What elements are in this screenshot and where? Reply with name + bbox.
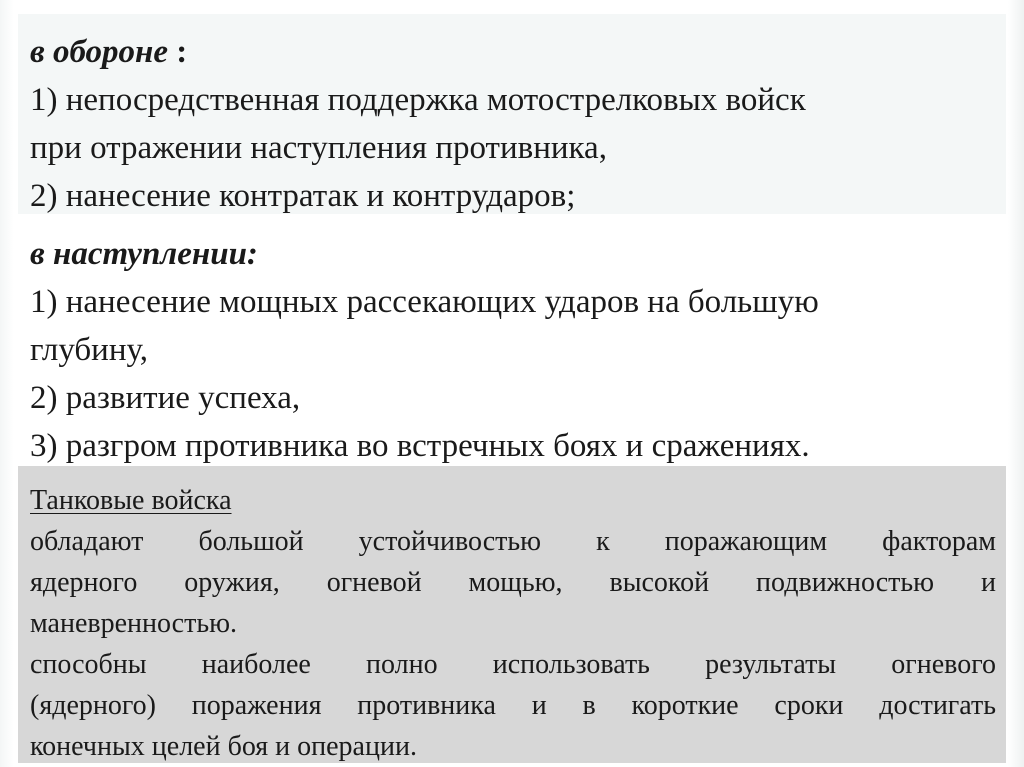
- tank-troops-title-line: [30, 480, 996, 521]
- tank-para2-line-1: способны наиболее полно использовать результаты огневого: [30, 649, 996, 680]
- offense-line-1: 1) нанесение мощных рассекающих ударов на большую: [30, 284, 819, 320]
- defense-heading-line: [30, 28, 994, 76]
- defense-line-1: 1) непосредственная поддержка мотострелковых войск: [30, 82, 806, 118]
- tank-troops-title: Танковые войска: [30, 485, 232, 516]
- tank-para1-line-2: ядерного оружия, огневой мощью, высокой подвижностью и: [30, 567, 996, 598]
- offense-heading: в наступлении:: [30, 236, 258, 272]
- tank-para1-line-3: маневренностью.: [30, 608, 238, 639]
- tank-para2-line-2: (ядерного) поражения противника и в короткие сроки достигать: [30, 690, 996, 721]
- offense-line-2: глубину,: [30, 332, 148, 368]
- defense-line-3: 2) нанесение контратак и контрударов;: [30, 178, 576, 214]
- offense-text: [30, 230, 994, 470]
- defense-section: [18, 14, 1006, 214]
- defense-heading: в обороне: [30, 34, 168, 70]
- tank-para2-line-3: конечных целей боя и операции.: [30, 731, 417, 762]
- offense-section: [18, 224, 1006, 464]
- tank-troops-text: [30, 480, 996, 767]
- tank-para1-line-1: обладают большой устойчивостью к поражающим факторам: [30, 526, 996, 557]
- tank-troops-section: [18, 466, 1006, 763]
- offense-line-3: 2) развитие успеха,: [30, 380, 301, 416]
- defense-text: [30, 28, 994, 220]
- defense-heading-colon: :: [168, 34, 188, 70]
- offense-line-4: 3) разгром противника во встречных боях и сражениях.: [30, 428, 810, 464]
- defense-line-2: при отражении наступления противника,: [30, 130, 607, 166]
